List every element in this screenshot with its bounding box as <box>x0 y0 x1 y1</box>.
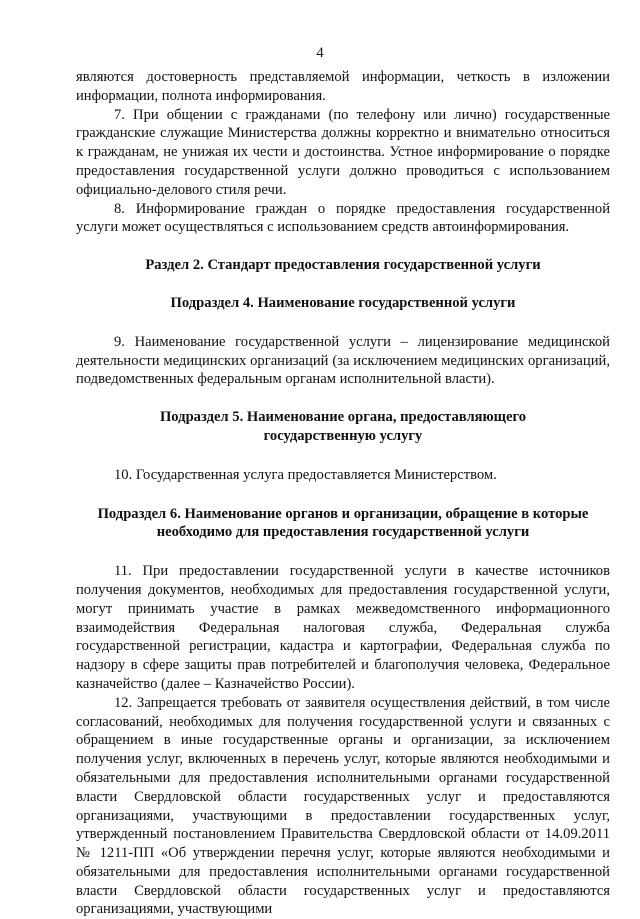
subsection-5-heading-line-2: государственную услугу <box>263 427 423 444</box>
paragraph-11: 11. При предоставлении государственной услуги в качестве источников получения документов, необходимых для предоставления государственной услуги, могут принимать участие в рамках межведомственного информационного взаимодействия Федеральная налоговая служба, Федеральная служба государственной регистрации, кадастра и картографии, Федеральная служба по надзору в сфере защиты прав потребителей и благополучия человека, Федеральное казначейство (далее – Казначейство России). <box>76 563 610 692</box>
subsection-6-heading-line-2: необходимо для предоставления государственной услуги <box>156 524 530 541</box>
subsection-6-heading-line-1: Подраздел 6. Наименование органов и организации, обращение в которые <box>97 505 589 522</box>
page-number: 4 <box>316 45 324 61</box>
subsection-4-heading: Подраздел 4. Наименование государственной услуги <box>170 294 516 311</box>
paragraph-10: 10. Государственная услуга предоставляется Министерством. <box>114 466 497 483</box>
section-2-heading: Раздел 2. Стандарт предоставления государственной услуги <box>145 257 541 274</box>
paragraph-continuation: являются достоверность представляемой информации, четкость в изложении информации, полнота информирования. <box>76 69 610 104</box>
paragraph-7: 7. При общении с гражданами (по телефону или лично) государственные гражданские служащие Министерства должны корректно и внимательно относиться к гражданам, не унижая их чести и достоинства. Устное информирование о порядке предоставления государственной услуги должно проводиться с использованием официально-делового стиля речи. <box>76 106 610 198</box>
paragraph-12: 12. Запрещается требовать от заявителя осуществления действий, в том числе согласований, необходимых для получения государственной услуги и связанных с обращением в иные государственные органы и организации, за исключением получения услуг, включенных в перечень услуг, которые являются необходимыми и обязательными для предоставления исполнительными органами государственной власти Свердловской области государственных услуг и предоставляются организациями, участвующими в предоставлении государственных услуг, утвержденный постановлением Правительства Свердловской области от 14.09.2011 № 1211-ПП «Об утверждении перечня услуг, которые являются необходимыми и обязательными для предоставления исполнительными органами государственной власти Свердловской области государственных услуг и предоставляются организациями, участвующими <box>76 694 610 918</box>
document-body <box>76 68 610 919</box>
paragraph-8: 8. Информирование граждан о порядке предоставления государственной услуги может осуществляться с использованием средств автоинформирования. <box>76 200 610 236</box>
paragraph-9: 9. Наименование государственной услуги – лицензирование медицинской деятельности медицинских организаций (за исключением медицинских организаций, подведомственных федеральным органам исполнительной власти). <box>76 333 610 388</box>
subsection-5-heading-line-1: Подраздел 5. Наименование органа, предоставляющего <box>159 409 527 426</box>
